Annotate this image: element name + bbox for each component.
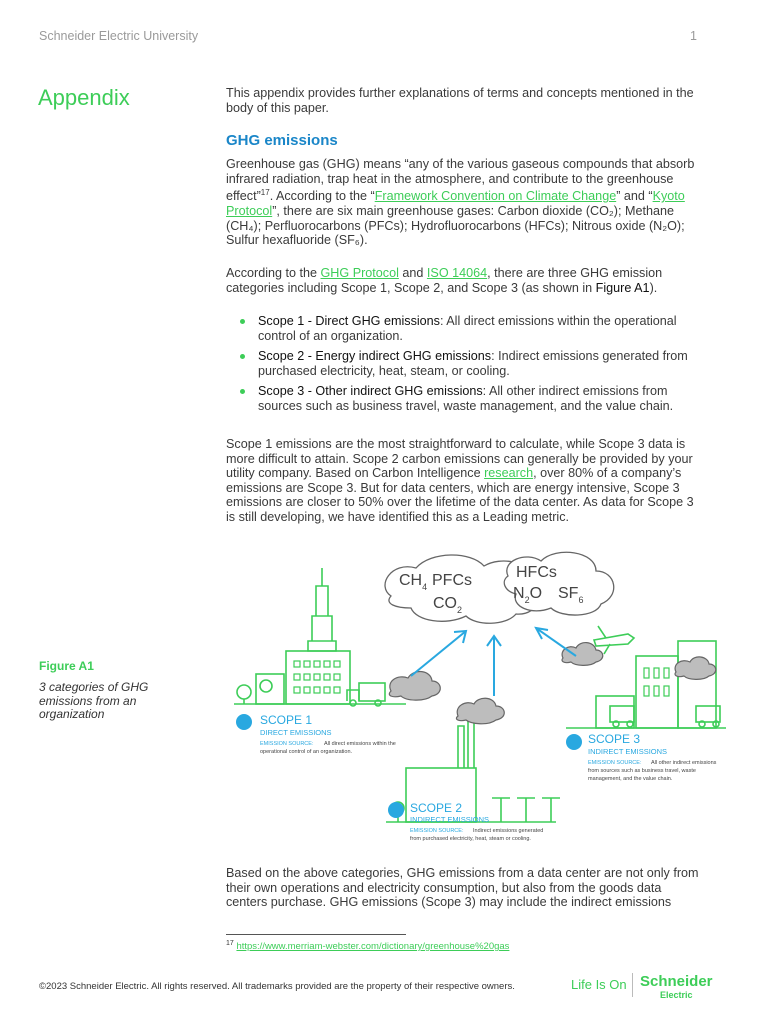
scope1-subtitle: DIRECT EMISSIONS — [260, 728, 332, 737]
bullet-dot — [240, 319, 245, 324]
scope3-icon — [566, 734, 582, 750]
gas-sf6: $SF_6$ — [558, 585, 584, 605]
footnote: $^{17}$ https://www.merriam-webster.com/dictionary/greenhouse%20gas — [226, 940, 510, 953]
scope3-title: SCOPE 3 — [588, 732, 641, 746]
figure-reference: Figure A1 — [595, 280, 650, 295]
bullet-dot — [240, 354, 245, 359]
scope-categories-paragraph: According to the GHG Protocol and ISO 14064, there are three GHG emission categories including Scope 1, Scope 2, and Scope 3 (as shown in Figure A1). — [226, 266, 663, 295]
scope3-source-line3: management, and the value chain. — [588, 776, 673, 782]
scope2-source-line1: Indirect emissions generated — [473, 828, 544, 834]
scope1-source-label: EMISSION SOURCE: — [260, 741, 314, 747]
figure-label: Figure A1 — [39, 659, 94, 673]
footer-copyright: ©2023 Schneider Electric. All rights reserved. All trademarks provided are the property of their respective owners. — [39, 981, 515, 992]
scope3-source-label: EMISSION SOURCE: — [588, 760, 642, 766]
list-item: Scope 2 - Energy indirect GHG emissions: Indirect emissions generated from purchased electricity, heat, steam, or cooling. — [240, 349, 710, 378]
scope2-subtitle: INDIRECT EMISSIONS — [410, 815, 490, 824]
ghg-definition-paragraph: Greenhouse gas (GHG) means “any of the various gaseous compounds that absorb infrared radiation, trap heat in the atmosphere, and contribute to the greenhouse effect”$^{17}$. According to the “Framework Convention on Climate Change” and “Kyoto Protocol”, there are six main greenhouse gases: Carbon dioxide (CO₂); Methane (CH₄); Perfluorocarbons (PFCs); Hydrofluorocarbons (HFCs); Nitrous oxide (N₂O); Sulfur hexafluoride (SF₆). — [226, 157, 695, 248]
gas-ch4: $CH_4$ — [399, 572, 428, 592]
scope2-title: SCOPE 2 — [410, 801, 463, 815]
link-research[interactable]: research — [484, 466, 534, 481]
data-center-paragraph: Based on the above categories, GHG emissions from a data center are not only from their own operations and electricity consumption, but also from the goods data centers purchase. GHG emissions (Scope 3) may include the indirect emissions — [226, 866, 699, 910]
scope2-icon — [388, 802, 404, 818]
footnote-divider — [226, 934, 406, 935]
scope-analysis-paragraph: Scope 1 emissions are the most straightforward to calculate, while Scope 3 data is more difficult to attain. Scope 2 carbon emissions can generally be provided by your utility company. Based on Carbon Intelligence research, over 80% of a company’s emissions are Scope 3. But for data centers, which are energy intensive, Scope 3 emissions are closer to 50% over the lifetime of the data center. As data for Scope 3 is still developing, we have identified this as a Leading metric. — [226, 437, 694, 524]
link-ghg-protocol[interactable]: GHG Protocol — [320, 266, 399, 280]
header-org: Schneider Electric University — [39, 29, 199, 43]
link-iso-14064[interactable]: ISO 14064 — [426, 266, 488, 280]
schneider-logo: Schneider — [640, 973, 713, 990]
scope3-source-line1: All other indirect emissions — [651, 760, 717, 766]
bullet-dot — [240, 389, 245, 394]
section-title: Appendix — [38, 85, 130, 110]
gas-hfcs: HFCs — [516, 564, 557, 581]
scope2-source-line2: from purchased electricity, heat, steam or cooling. — [410, 836, 531, 842]
footnote-ref[interactable]: 17 — [260, 188, 270, 198]
scope-bullet-list — [240, 314, 710, 420]
link-kyoto-protocol[interactable]: Kyoto Protocol — [226, 189, 685, 218]
footnote-link[interactable]: https://www.merriam-webster.com/dictionary/greenhouse%20gas — [236, 941, 510, 953]
gas-n2o: $N_2O$ — [513, 585, 543, 605]
subheading-ghg: GHG emissions — [226, 132, 338, 149]
intro-paragraph: This appendix provides further explanations of terms and concepts mentioned in the body of this paper. — [226, 86, 694, 115]
logo-divider — [632, 973, 633, 997]
list-item: Scope 3 - Other indirect GHG emissions: All other indirect emissions from sources such as business travel, waste management, and the value chain. — [240, 384, 710, 413]
scope1-title: SCOPE 1 — [260, 713, 313, 727]
scope1-source-line1: All direct emissions within the — [324, 741, 396, 747]
page-number: 1 — [690, 29, 697, 43]
scope1-icon — [236, 714, 252, 730]
ghg-scopes-illustration — [226, 546, 746, 856]
electric-logo-text: Electric — [660, 990, 693, 1000]
list-item: Scope 1 - Direct GHG emissions: All direct emissions within the operational control of an organization. — [240, 314, 710, 343]
figure-caption: 3 categories of GHG emissions from an organization — [39, 680, 149, 721]
scope1-source-line2: operational control of an organization. — [260, 749, 353, 755]
gas-pfcs: PFCs — [432, 572, 472, 589]
scope3-subtitle: INDIRECT EMISSIONS — [588, 747, 668, 756]
link-framework-convention[interactable]: Framework Convention on Climate Change — [374, 189, 617, 204]
gas-co2: $CO_2$ — [433, 595, 463, 615]
scope2-source-label: EMISSION SOURCE: — [410, 828, 464, 834]
life-is-on-tagline: Life Is On — [571, 977, 627, 992]
scope3-source-line2: from sources such as business travel, waste — [588, 768, 696, 774]
